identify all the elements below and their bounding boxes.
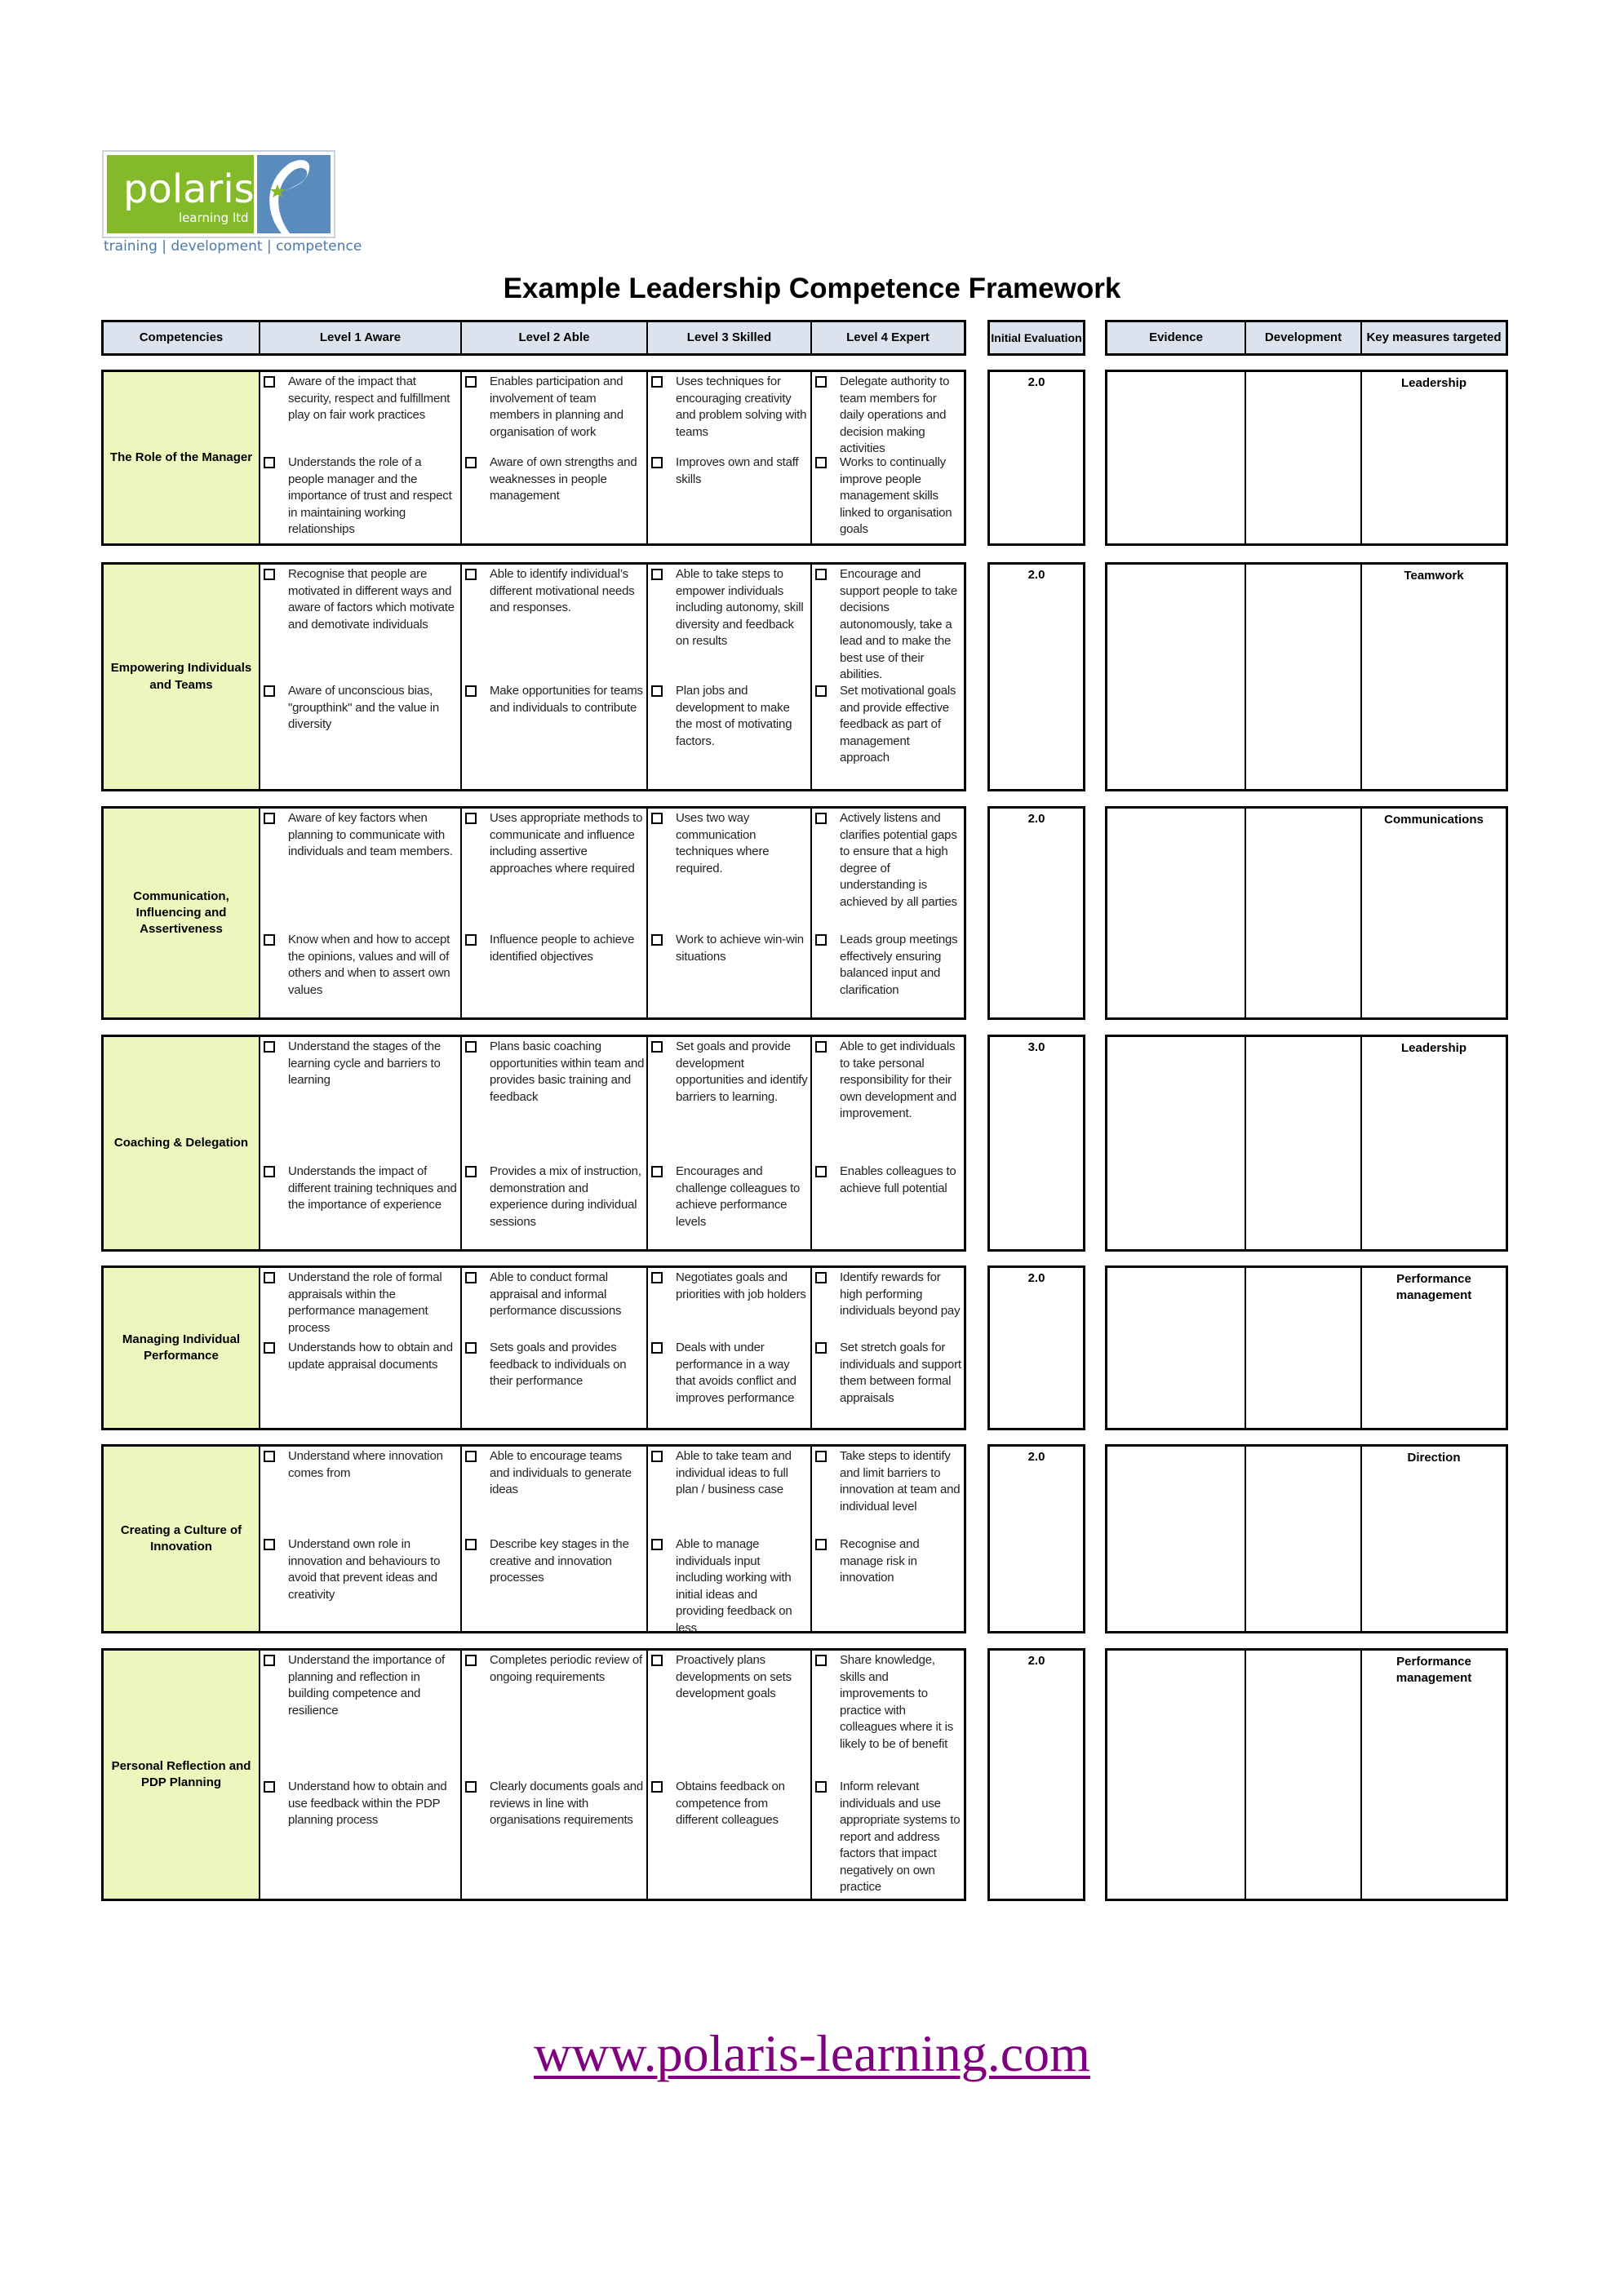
header-level-4: Level 4 Expert <box>846 330 930 345</box>
behaviour-item <box>648 1039 810 1106</box>
level-2-cell <box>462 809 646 1017</box>
competency-row <box>101 370 966 546</box>
behaviour-item <box>260 1779 460 1829</box>
header-level-1: Level 1 Aware <box>319 330 402 345</box>
level-3-cell <box>648 809 810 1017</box>
checkbox[interactable] <box>264 934 275 946</box>
evidence-cell[interactable] <box>1107 1447 1245 1631</box>
evidence-cell[interactable] <box>1107 809 1245 1017</box>
behaviour-text: Able to conduct formal appraisal and informal performance discussions <box>490 1270 622 1318</box>
behaviour-text: Understand the role of formal appraisals within the performance management process <box>288 1270 442 1335</box>
competency-row <box>101 1444 966 1633</box>
checkbox[interactable] <box>815 934 827 946</box>
behaviour-item <box>462 1270 646 1320</box>
behaviour-item <box>648 683 810 750</box>
behaviour-text: Encourages and challenge colleagues to achieve performance levels <box>676 1164 801 1229</box>
behaviour-text: Set goals and provide development opportunities and identify barriers to learning. <box>676 1039 808 1104</box>
development-cell[interactable] <box>1246 809 1360 1017</box>
behaviour-item <box>812 1164 964 1197</box>
behaviour-item <box>462 566 646 617</box>
level-2-cell <box>462 1037 646 1249</box>
header-development: Development <box>1264 330 1342 345</box>
behaviour-item <box>812 1340 964 1407</box>
behaviour-item <box>260 1340 460 1373</box>
behaviour-text: Uses two way communication techniques where required. <box>676 811 770 875</box>
checkbox[interactable] <box>264 1166 275 1177</box>
behaviour-item <box>648 1652 810 1703</box>
behaviour-text: Able to encourage teams and individuals to generate ideas <box>490 1449 632 1496</box>
behaviour-item <box>260 810 460 861</box>
checkbox[interactable] <box>264 1781 275 1793</box>
checkbox[interactable] <box>465 1166 477 1177</box>
key-measure-value: Direction <box>1407 1451 1461 1465</box>
level-4-cell <box>812 1268 964 1428</box>
behaviour-item <box>812 683 964 767</box>
checkbox[interactable] <box>465 569 477 580</box>
behaviour-text: Encourage and support people to take decisions autonomously, take a lead and to make the best use of their abilities. <box>840 567 958 681</box>
checkbox[interactable] <box>465 1655 477 1666</box>
checkbox[interactable] <box>465 1539 477 1550</box>
behaviour-item <box>462 1652 646 1686</box>
competency-name: The Role of the Manager <box>104 372 259 543</box>
behaviour-item <box>648 566 810 650</box>
behaviour-item <box>462 1340 646 1390</box>
checkbox[interactable] <box>651 457 663 468</box>
checkbox[interactable] <box>815 1451 827 1462</box>
checkbox[interactable] <box>264 457 275 468</box>
behaviour-item <box>648 932 810 965</box>
header-tracking <box>1105 320 1508 356</box>
checkbox[interactable] <box>815 569 827 580</box>
behaviour-item <box>260 1164 460 1214</box>
tracking-cells <box>1105 1265 1508 1430</box>
behaviour-item <box>648 1270 810 1303</box>
checkbox[interactable] <box>815 457 827 468</box>
initial-evaluation-cell[interactable] <box>987 370 1085 546</box>
checkbox[interactable] <box>465 813 477 824</box>
behaviour-item <box>462 1164 646 1230</box>
competency-row <box>101 562 966 791</box>
behaviour-item <box>462 683 646 716</box>
behaviour-item <box>260 932 460 999</box>
initial-evaluation-value: 2.0 <box>1027 812 1045 826</box>
tracking-cells <box>1105 1035 1508 1252</box>
checkbox[interactable] <box>465 376 477 388</box>
behaviour-item <box>260 1652 460 1719</box>
checkbox[interactable] <box>651 1166 663 1177</box>
checkbox[interactable] <box>651 1781 663 1793</box>
competency-name: Empowering Individuals and Teams <box>104 565 259 789</box>
behaviour-item <box>812 932 964 999</box>
header-level-3: Level 3 Skilled <box>686 330 772 345</box>
checkbox[interactable] <box>815 1342 827 1354</box>
tracking-cells <box>1105 370 1508 546</box>
behaviour-text: Uses techniques for encouraging creativity and problem solving with teams <box>676 375 807 439</box>
level-3-cell <box>648 565 810 789</box>
competency-row <box>101 1648 966 1901</box>
behaviour-text: Delegate authority to team members for daily operations and decision making activities <box>840 375 950 455</box>
behaviour-item <box>648 810 810 877</box>
level-4-cell <box>812 1037 964 1249</box>
behaviour-text: Know when and how to accept the opinions, values and will of others and when to assert own values <box>288 933 450 997</box>
behaviour-text: Identify rewards for high performing individuals beyond pay <box>840 1270 961 1318</box>
behaviour-text: Understand the importance of planning and reflection in building competence and resilience <box>288 1653 446 1718</box>
behaviour-item <box>462 374 646 441</box>
tracking-cells <box>1105 1648 1508 1901</box>
behaviour-item <box>648 374 810 441</box>
behaviour-item <box>462 1039 646 1106</box>
behaviour-text: Work to achieve win-win situations <box>676 933 804 964</box>
level-1-cell <box>260 1037 460 1249</box>
evidence-cell[interactable] <box>1107 372 1245 543</box>
header-competencies: Competencies <box>139 330 224 345</box>
behaviour-text: Understand how to obtain and use feedback within the PDP planning process <box>288 1780 447 1827</box>
header-initial-evaluation: Initial Evaluation <box>987 320 1085 356</box>
behaviour-text: Clearly documents goals and reviews in line with organisations requirements <box>490 1780 644 1827</box>
behaviour-text: Sets goals and provides feedback to individuals on their performance <box>490 1341 627 1388</box>
initial-evaluation-cell[interactable] <box>987 562 1085 791</box>
checkbox[interactable] <box>465 1272 477 1283</box>
behaviour-text: Actively listens and clarifies potential gaps to ensure that a high degree of understanding is achieved by all parties <box>840 811 957 909</box>
competency-name: Creating a Culture of Innovation <box>104 1447 259 1631</box>
checkbox[interactable] <box>465 1781 477 1793</box>
level-4-cell <box>812 1447 964 1631</box>
behaviour-text: Take steps to identify and limit barriers to innovation at team and individual level <box>840 1449 961 1514</box>
logo-brand: polaris <box>123 166 255 212</box>
polaris-star-icon <box>257 155 331 233</box>
website-link[interactable]: www.polaris-learning.com <box>534 2024 1090 2082</box>
behaviour-item <box>648 454 810 488</box>
behaviour-text: Provides a mix of instruction, demonstration and experience during individual sessions <box>490 1164 641 1229</box>
checkbox[interactable] <box>815 813 827 824</box>
evidence-cell[interactable] <box>1107 1037 1245 1249</box>
initial-evaluation-value: 3.0 <box>1027 1040 1045 1054</box>
level-2-cell <box>462 1268 646 1428</box>
behaviour-text: Recognise and manage risk in innovation <box>840 1537 920 1585</box>
competency-row <box>101 1035 966 1252</box>
checkbox[interactable] <box>651 813 663 824</box>
level-3-cell <box>648 1037 810 1249</box>
level-1-cell <box>260 1447 460 1631</box>
competency-name: Managing Individual Performance <box>104 1268 259 1428</box>
level-3-cell <box>648 1447 810 1635</box>
level-1-cell <box>260 372 460 543</box>
checkbox[interactable] <box>651 1539 663 1550</box>
initial-evaluation-cell[interactable] <box>987 806 1085 1020</box>
checkbox[interactable] <box>815 685 827 697</box>
evidence-cell[interactable] <box>1107 1268 1245 1428</box>
level-4-cell <box>812 1651 964 1899</box>
behaviour-text: Recognise that people are motivated in different ways and aware of factors which motivate and demotivate individuals <box>288 567 455 632</box>
initial-evaluation-value: 2.0 <box>1027 1271 1045 1285</box>
checkbox[interactable] <box>465 1342 477 1354</box>
behaviour-item <box>812 1039 964 1123</box>
initial-evaluation-cell[interactable] <box>987 1035 1085 1252</box>
behaviour-text: Enables participation and involvement of team members in planning and organisation of work <box>490 375 623 439</box>
behaviour-item <box>462 932 646 965</box>
initial-evaluation-value: 2.0 <box>1027 375 1045 389</box>
behaviour-text: Able to get individuals to take personal responsibility for their own development and improvement. <box>840 1039 956 1120</box>
header-key-measures: Key measures targeted <box>1366 330 1502 345</box>
behaviour-item <box>260 566 460 633</box>
checkbox[interactable] <box>815 1781 827 1793</box>
checkbox[interactable] <box>815 1272 827 1283</box>
behaviour-text: Completes periodic review of ongoing requirements <box>490 1653 642 1684</box>
behaviour-text: Improves own and staff skills <box>676 455 799 486</box>
key-measure-value: Performance management <box>1395 1272 1472 1302</box>
behaviour-text: Understands the role of a people manager and the importance of trust and respect in maintaining working relationships <box>288 455 452 536</box>
development-cell[interactable] <box>1246 1651 1360 1899</box>
behaviour-text: Proactively plans developments on sets development goals <box>676 1653 792 1700</box>
level-2-cell <box>462 372 646 543</box>
behaviour-item <box>812 1270 964 1320</box>
behaviour-item <box>812 1536 964 1587</box>
initial-evaluation-cell[interactable] <box>987 1265 1085 1430</box>
header-level-2: Level 2 Able <box>518 330 590 345</box>
level-4-cell <box>812 809 964 1017</box>
key-measure-value: Communications <box>1384 813 1484 827</box>
competency-row <box>101 1265 966 1430</box>
checkbox[interactable] <box>465 934 477 946</box>
checkbox[interactable] <box>264 1655 275 1666</box>
page-title: Example Leadership Competence Framework <box>503 273 1121 304</box>
behaviour-text: Able to take steps to empower individuals including autonomy, skill diversity and feedback on results <box>676 567 804 648</box>
behaviour-text: Understand the stages of the learning cycle and barriers to learning <box>288 1039 441 1087</box>
behaviour-text: Set motivational goals and provide effective feedback as part of management approach <box>840 684 956 765</box>
development-cell[interactable] <box>1246 372 1360 543</box>
behaviour-item <box>260 683 460 734</box>
level-4-cell <box>812 565 964 789</box>
logo-tagline: training | development | competence <box>104 238 362 255</box>
behaviour-text: Uses appropriate methods to communicate and influence including assertive approaches where required <box>490 811 643 875</box>
company-logo <box>102 150 335 238</box>
behaviour-text: Understands how to obtain and update appraisal documents <box>288 1341 453 1372</box>
level-2-cell <box>462 1651 646 1899</box>
checkbox[interactable] <box>815 376 827 388</box>
development-cell[interactable] <box>1246 1268 1360 1428</box>
checkbox[interactable] <box>651 1041 663 1053</box>
behaviour-item <box>812 1652 964 1753</box>
behaviour-item <box>812 810 964 911</box>
development-cell[interactable] <box>1246 1037 1360 1249</box>
initial-evaluation-value: 2.0 <box>1027 1654 1045 1668</box>
logo-subtitle: learning ltd <box>179 211 249 225</box>
development-cell[interactable] <box>1246 1447 1360 1631</box>
behaviour-text: Able to take team and individual ideas to full plan / business case <box>676 1449 792 1496</box>
key-measure-value: Performance management <box>1395 1655 1472 1685</box>
behaviour-item <box>812 1448 964 1515</box>
checkbox[interactable] <box>264 569 275 580</box>
evidence-cell[interactable] <box>1107 1651 1245 1899</box>
checkbox[interactable] <box>651 1342 663 1354</box>
behaviour-item <box>462 1448 646 1499</box>
level-1-cell <box>260 565 460 789</box>
behaviour-item <box>462 810 646 877</box>
competency-name: Coaching & Delegation <box>104 1037 259 1249</box>
checkbox[interactable] <box>264 1539 275 1550</box>
behaviour-text: Understands the impact of different training techniques and the importance of experience <box>288 1164 457 1212</box>
behaviour-text: Obtains feedback on competence from different colleagues <box>676 1780 785 1827</box>
header-main <box>101 320 966 356</box>
behaviour-item <box>648 1448 810 1499</box>
behaviour-text: Understand where innovation comes from <box>288 1449 443 1480</box>
checkbox[interactable] <box>651 1451 663 1462</box>
checkbox[interactable] <box>651 1655 663 1666</box>
checkbox[interactable] <box>264 1451 275 1462</box>
level-1-cell <box>260 1651 460 1899</box>
behaviour-item <box>648 1779 810 1829</box>
checkbox[interactable] <box>465 1451 477 1462</box>
behaviour-text: Describe key stages in the creative and innovation processes <box>490 1537 629 1585</box>
behaviour-text: Able to manage individuals input including working with initial ideas and providing feedback on less <box>676 1537 792 1635</box>
behaviour-item <box>462 1536 646 1587</box>
behaviour-item <box>812 374 964 458</box>
checkbox[interactable] <box>651 1272 663 1283</box>
checkbox[interactable] <box>264 685 275 697</box>
key-measure-value: Teamwork <box>1404 569 1464 583</box>
checkbox[interactable] <box>465 457 477 468</box>
behaviour-item <box>260 454 460 539</box>
checkbox[interactable] <box>651 685 663 697</box>
tracking-cells <box>1105 562 1508 791</box>
key-measure-value: Leadership <box>1400 376 1467 390</box>
level-3-cell <box>648 1651 810 1899</box>
behaviour-text: Inform relevant individuals and use appropriate systems to report and address factors that impact negatively on own practice <box>840 1780 961 1894</box>
behaviour-item <box>648 1340 810 1407</box>
competency-row <box>101 806 966 1020</box>
checkbox[interactable] <box>264 813 275 824</box>
level-2-cell <box>462 1447 646 1631</box>
behaviour-text: Leads group meetings effectively ensuring balanced input and clarification <box>840 933 958 997</box>
behaviour-text: Aware of own strengths and weaknesses in people management <box>490 455 637 503</box>
level-1-cell <box>260 1268 460 1428</box>
level-3-cell <box>648 1268 810 1428</box>
checkbox[interactable] <box>465 685 477 697</box>
evidence-cell[interactable] <box>1107 565 1245 789</box>
header-evidence: Evidence <box>1149 330 1203 345</box>
behaviour-item <box>260 1536 460 1603</box>
behaviour-item <box>260 1448 460 1482</box>
checkbox[interactable] <box>465 1041 477 1053</box>
checkbox[interactable] <box>264 1041 275 1053</box>
checkbox[interactable] <box>264 1272 275 1283</box>
behaviour-text: Share knowledge, skills and improvements to practice with colleagues where it is likely to be of benefit <box>840 1653 954 1751</box>
initial-evaluation-value: 2.0 <box>1027 1450 1045 1464</box>
behaviour-text: Plan jobs and development to make the most of motivating factors. <box>676 684 792 748</box>
competency-name: Personal Reflection and PDP Planning <box>104 1651 259 1899</box>
checkbox[interactable] <box>815 1166 827 1177</box>
checkbox[interactable] <box>815 1041 827 1053</box>
behaviour-text: Deals with under performance in a way that avoids conflict and improves performance <box>676 1341 796 1405</box>
tracking-cells <box>1105 1444 1508 1633</box>
level-1-cell <box>260 809 460 1017</box>
behaviour-item <box>648 1164 810 1230</box>
checkbox[interactable] <box>264 376 275 388</box>
behaviour-item <box>462 454 646 505</box>
level-3-cell <box>648 372 810 543</box>
checkbox[interactable] <box>815 1655 827 1666</box>
checkbox[interactable] <box>815 1539 827 1550</box>
behaviour-text: Aware of unconscious bias, "groupthink" and the value in diversity <box>288 684 439 731</box>
behaviour-text: Set stretch goals for individuals and support them between formal appraisals <box>840 1341 961 1405</box>
behaviour-item <box>260 1270 460 1336</box>
behaviour-item <box>260 1039 460 1089</box>
development-cell[interactable] <box>1246 565 1360 789</box>
key-measure-value: Leadership <box>1400 1041 1467 1055</box>
behaviour-item <box>462 1779 646 1829</box>
behaviour-item <box>812 454 964 539</box>
behaviour-text: Influence people to achieve identified objectives <box>490 933 635 964</box>
behaviour-text: Negotiates goals and priorities with job holders <box>676 1270 806 1301</box>
behaviour-text: Plans basic coaching opportunities within team and provides basic training and feedback <box>490 1039 645 1104</box>
behaviour-text: Make opportunities for teams and individuals to contribute <box>490 684 643 715</box>
behaviour-item <box>260 374 460 424</box>
behaviour-item <box>812 1779 964 1896</box>
checkbox[interactable] <box>651 569 663 580</box>
checkbox[interactable] <box>264 1342 275 1354</box>
behaviour-item <box>648 1536 810 1637</box>
behaviour-text: Enables colleagues to achieve full potential <box>840 1164 956 1195</box>
logo-green-panel <box>107 155 254 233</box>
checkbox[interactable] <box>651 376 663 388</box>
behaviour-text: Aware of key factors when planning to communicate with individuals and team members. <box>288 811 453 858</box>
behaviour-text: Able to identify individual’s different motivational needs and responses. <box>490 567 635 614</box>
tracking-cells <box>1105 806 1508 1020</box>
initial-evaluation-cell[interactable] <box>987 1648 1085 1901</box>
behaviour-text: Understand own role in innovation and behaviours to avoid that prevent ideas and creativity <box>288 1537 441 1602</box>
initial-evaluation-cell[interactable] <box>987 1444 1085 1633</box>
behaviour-item <box>812 566 964 684</box>
competency-name: Communication, Influencing and Assertiveness <box>104 809 259 1017</box>
level-2-cell <box>462 565 646 789</box>
level-4-cell <box>812 372 964 543</box>
initial-evaluation-value: 2.0 <box>1027 568 1045 582</box>
checkbox[interactable] <box>651 934 663 946</box>
behaviour-text: Works to continually improve people management skills linked to organisation goals <box>840 455 952 536</box>
behaviour-text: Aware of the impact that security, respect and fulfillment play on fair work practices <box>288 375 450 422</box>
